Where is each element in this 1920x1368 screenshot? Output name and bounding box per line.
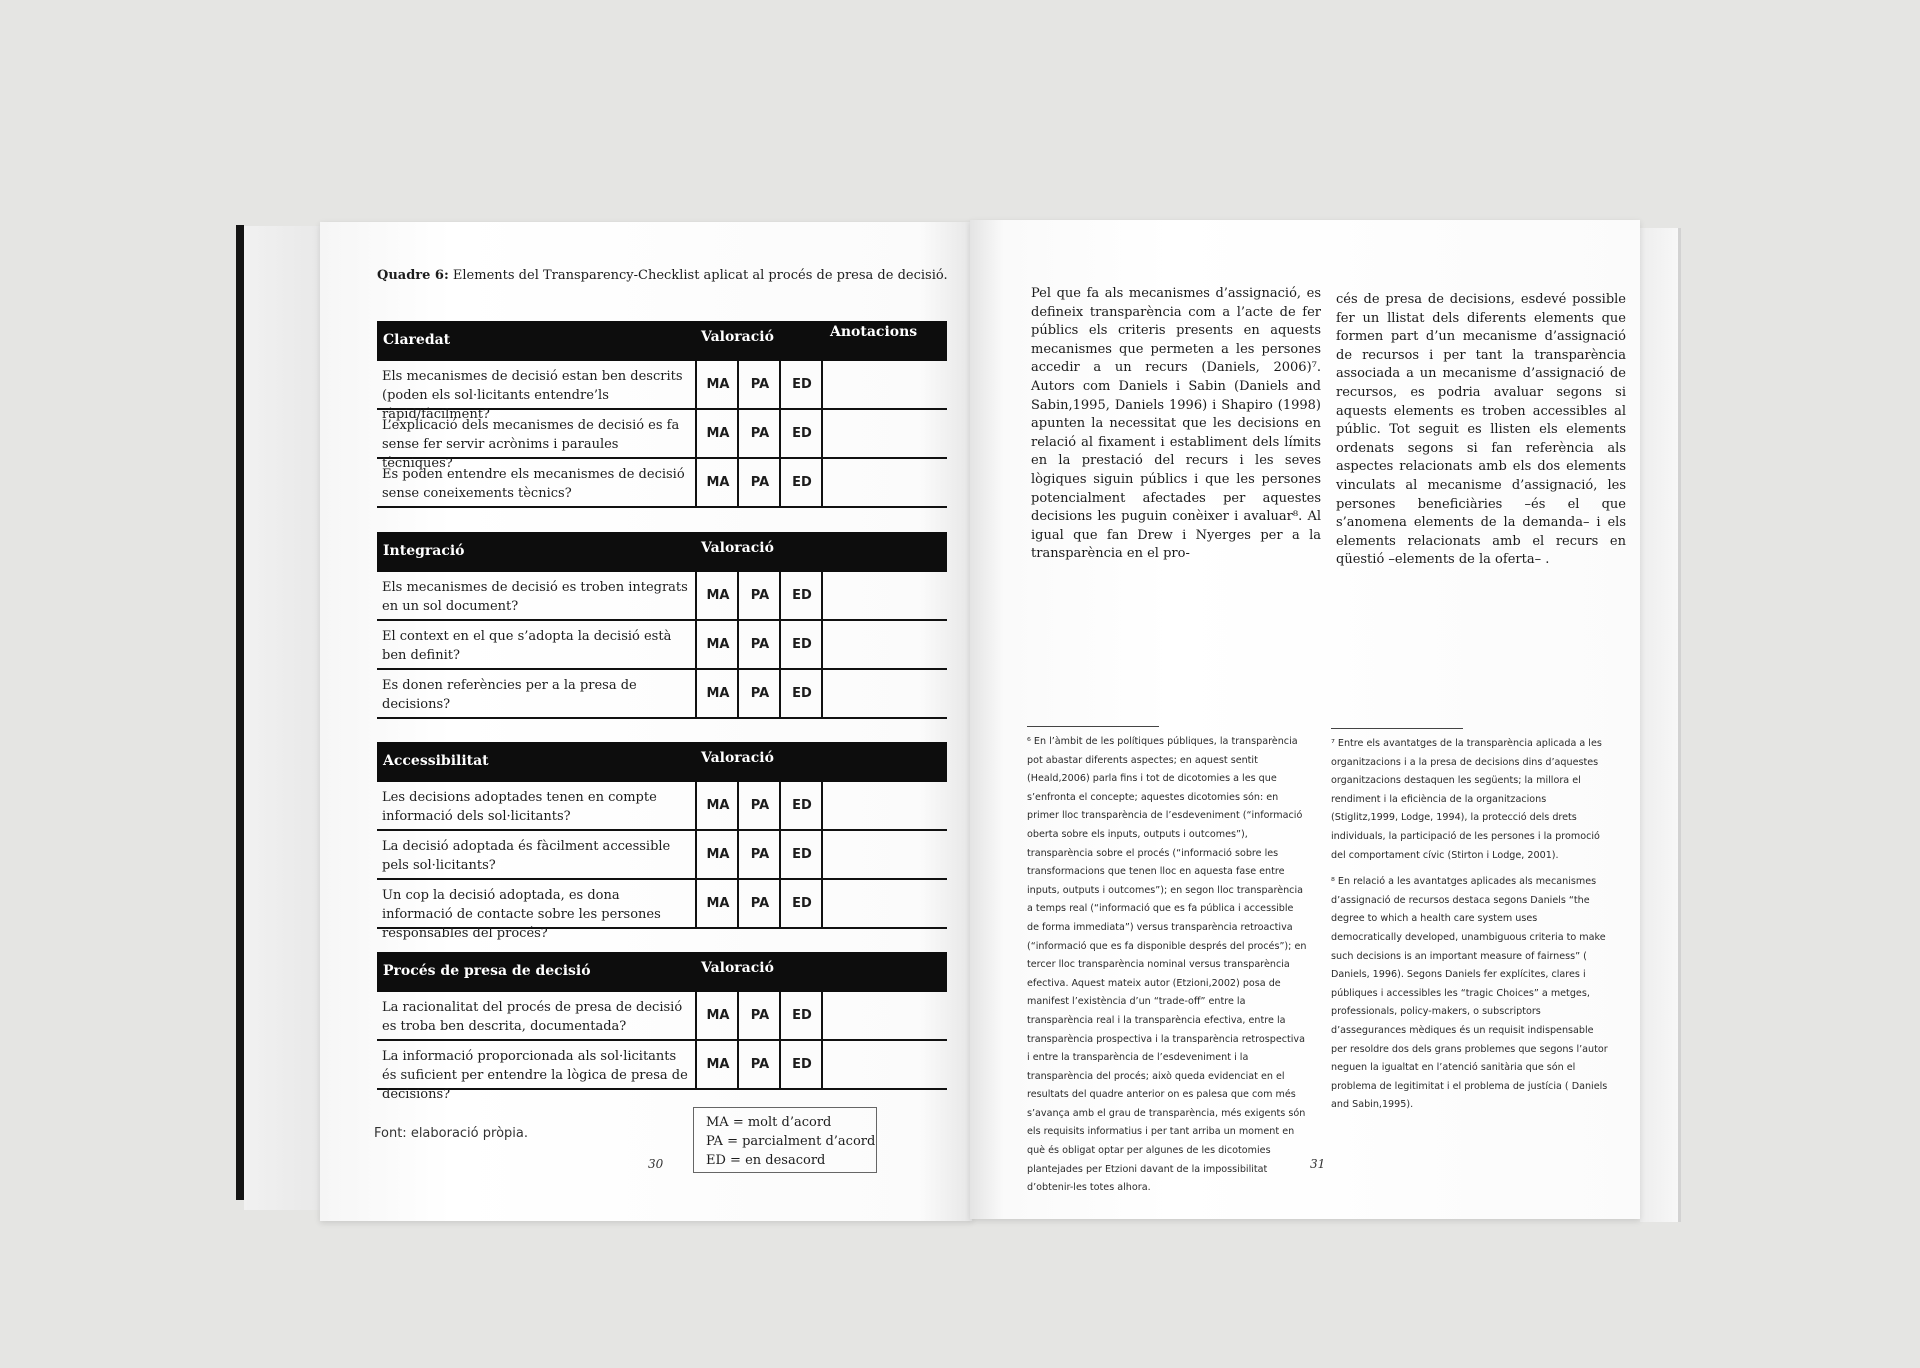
- rating-ma[interactable]: MA: [695, 1041, 739, 1088]
- table-row: [377, 670, 947, 719]
- section-header: [377, 742, 947, 782]
- table-row: [377, 831, 947, 880]
- section-title: Procés de presa de decisió: [383, 963, 591, 979]
- rating-ma[interactable]: MA: [695, 831, 739, 878]
- legend-box: [693, 1107, 877, 1173]
- rating-pa[interactable]: PA: [737, 410, 781, 457]
- rating-ma[interactable]: MA: [695, 361, 739, 408]
- question-text: Es poden entendre els mecanismes de decisió sense coneixements tècnics?: [382, 467, 685, 501]
- question-text: La informació proporcionada als sol·licitants és suficient per entendre la lògica de presa de decisions?: [382, 1049, 688, 1102]
- legend-ma: MA = molt d’acord: [706, 1115, 832, 1130]
- notes-cell[interactable]: [821, 992, 949, 1039]
- rating-ma[interactable]: MA: [695, 670, 739, 717]
- rating-ma[interactable]: MA: [695, 880, 739, 927]
- rating-pa[interactable]: PA: [737, 1041, 781, 1088]
- rating-ed[interactable]: ED: [779, 831, 823, 878]
- rating-ed[interactable]: ED: [779, 410, 823, 457]
- rating-ed[interactable]: ED: [779, 1041, 823, 1088]
- table-row: [377, 1041, 947, 1102]
- section-title: Claredat: [383, 332, 451, 348]
- notes-cell[interactable]: [821, 410, 949, 457]
- rating-ed[interactable]: ED: [779, 621, 823, 668]
- section-title: Accessibilitat: [383, 753, 489, 769]
- rating-ed[interactable]: ED: [779, 459, 823, 506]
- caption-label: Quadre 6:: [377, 268, 449, 283]
- question-text: El context en el que s’adopta la decisió està ben definit?: [382, 629, 672, 663]
- footnote-7: ⁷ Entre els avantatges de la transparència aplicada a les organitzacions i a la presa de decisions dins d’aquestes organitzacions destaquen les següents; la millora el rendiment i la eficiència de la organitzacions (Stiglitz,1999, Lodge, 1994), la protecció dels drets individuals, la participació de les persones i la promoció del comportament cívic (Stirton i Lodge, 2001).: [1331, 738, 1602, 861]
- section-integracio: [377, 532, 947, 719]
- rating-ed[interactable]: ED: [779, 361, 823, 408]
- page-number-left: 30: [648, 1157, 664, 1171]
- footnote-rule-left: [1027, 726, 1159, 727]
- question-text: La decisió adoptada és fàcilment accessible pels sol·licitants?: [382, 839, 671, 873]
- rating-ed[interactable]: ED: [779, 572, 823, 619]
- body-column-1: Pel que fa als mecanismes d’assignació, es defineix transparència com a l’acte de fer públics els criteris presents en aquests mecanismes que permeten a les persones accedir a un recurs (Daniels, 2006)⁷. Autors com Daniels i Sabin (Daniels and Sabin,1995, Daniels 1996) i Shapiro (1998) apunten la necessitat que les decisions en relació al fixament i establiment dels límits en la prestació del recurs i les seves lògiques siguin públics i que les persones potencialment afectades per aquestes decisions les puguin conèixer i avaluar⁸. Al igual que fan Drew i Nyerges per a la transparència en el pro-: [1031, 286, 1321, 562]
- rating-ma[interactable]: MA: [695, 992, 739, 1039]
- footnote-6: ⁶ En l’àmbit de les polítiques públiques, la transparència pot abastar diferents aspectes; en aquest sentit (Heald,2006) parla fins i tot de dicotomies a les que s’enfronta el concepte; aquestes dicotomies són: en primer lloc transparència de l’esdeveniment (“informació oberta sobre els inputs, outputs i outcomes”), transparència sobre el procés (“informació sobre les transformacions que tenen lloc en aquesta fase entre inputs, outputs i outcomes”); en segon lloc transparència a temps real (“informació que es fa pública i accessible de forma immediata”) versus transparència retroactiva (“informació que es fa disponible després del procés”); en tercer lloc transparència nominal versus transparència efectiva. Aquest mateix autor (Etzioni,2002) posa de manifest l’existència d’un “trade-off” entre la transparència real i la transparència efectiva, entre la transparència prospectiva i la transparència retrospectiva i entre la transparència de l’esdeveniment i la transparència del procés; això queda evidenciat en el resultats del quadre anterior on es palesa que com més s’avança amb el grau de transparència, més exigents són els requisits informatius i per tant arriba un moment en què és obligat optar per algunes de les dicotomies plantejades per Etzioni davant de la impossibilitat d’obtenir-les totes alhora.: [1027, 736, 1307, 1194]
- rating-ma[interactable]: MA: [695, 621, 739, 668]
- table-row: [377, 992, 947, 1041]
- section-proces-presa-decisio: [377, 952, 947, 1102]
- notes-cell[interactable]: [821, 782, 949, 829]
- table-row: [377, 572, 947, 621]
- notes-header: Anotacions: [830, 324, 918, 340]
- question-text: Un cop la decisió adoptada, es dona informació de contacte sobre les persones responsables del procés?: [382, 888, 661, 941]
- page-stack-right: [1640, 228, 1681, 1222]
- rating-ma[interactable]: MA: [695, 782, 739, 829]
- rating-pa[interactable]: PA: [737, 361, 781, 408]
- section-header: [377, 321, 947, 361]
- rating-ed[interactable]: ED: [779, 670, 823, 717]
- notes-cell[interactable]: [821, 459, 949, 506]
- caption-text: Elements del Transparency-Checklist aplicat al procés de presa de decisió.: [448, 268, 948, 283]
- page-stack-left: [244, 226, 324, 1210]
- rating-ma[interactable]: MA: [695, 459, 739, 506]
- table-row: [377, 621, 947, 670]
- rating-pa[interactable]: PA: [737, 572, 781, 619]
- notes-cell[interactable]: [821, 670, 949, 717]
- question-text: L’explicació dels mecanismes de decisió es fa sense fer servir acrònims i paraules tècniques?: [382, 418, 680, 471]
- rating-ma[interactable]: MA: [695, 572, 739, 619]
- rating-pa[interactable]: PA: [737, 670, 781, 717]
- section-header: [377, 952, 947, 992]
- table-row: [377, 361, 947, 422]
- question-text: La racionalitat del procés de presa de decisió es troba ben descrita, documentada?: [382, 1000, 683, 1034]
- rating-ma[interactable]: MA: [695, 410, 739, 457]
- book-spine: [236, 225, 244, 1200]
- rating-pa[interactable]: PA: [737, 880, 781, 927]
- rating-header: Valoració: [701, 540, 774, 556]
- table-row: [377, 782, 947, 831]
- section-accessibilitat: [377, 742, 947, 941]
- rating-ed[interactable]: ED: [779, 992, 823, 1039]
- question-text: Els mecanismes de decisió estan ben descrits (poden els sol·licitants entendre’ls ràpid/fàcilment?: [382, 369, 683, 422]
- question-text: Les decisions adoptades tenen en compte informació dels sol·licitants?: [382, 790, 657, 824]
- notes-cell[interactable]: [821, 572, 949, 619]
- rating-ed[interactable]: ED: [779, 880, 823, 927]
- rating-pa[interactable]: PA: [737, 621, 781, 668]
- rating-header: Valoració: [701, 750, 774, 766]
- section-claredat: [377, 321, 947, 508]
- legend-ed: ED = en desacord: [706, 1153, 826, 1168]
- page-number-right: 31: [1310, 1157, 1326, 1171]
- body-column-2: cés de presa de decisions, esdevé possible fer un llistat dels diferents elements que formen part d’un mecanisme d’assignació de recursos i per tant la transparència associada a un mecanisme d’assignació de recursos, es podria avaluar segons si aquests elements es troben accessibles al públic. Tot seguit es llisten els elements ordenats segons si fan referència als aspectes relacionats amb els dos elements vinculats al mecanisme d’assignació, les persones beneficiàries –és el que s’anomena elements de la demanda– i els elements relacionats amb el recurs en qüestió –elements de la oferta– .: [1336, 292, 1626, 568]
- notes-cell[interactable]: [821, 621, 949, 668]
- notes-cell[interactable]: [821, 361, 949, 408]
- table-caption: [377, 268, 948, 283]
- rating-pa[interactable]: PA: [737, 992, 781, 1039]
- legend-pa: PA = parcialment d’acord: [706, 1134, 876, 1149]
- table-row: [377, 459, 947, 508]
- rating-pa[interactable]: PA: [737, 831, 781, 878]
- rating-header: Valoració: [701, 329, 774, 345]
- table-row: [377, 410, 947, 471]
- rating-pa[interactable]: PA: [737, 459, 781, 506]
- table-row: [377, 880, 947, 941]
- notes-cell[interactable]: [821, 1041, 949, 1088]
- rating-ed[interactable]: ED: [779, 782, 823, 829]
- footnote-column-2: [1331, 735, 1611, 1123]
- footnote-column-1: [1027, 733, 1307, 1206]
- rating-pa[interactable]: PA: [737, 782, 781, 829]
- section-header: [377, 532, 947, 572]
- footnote-rule-right: [1331, 728, 1463, 729]
- question-text: Es donen referències per a la presa de decisions?: [382, 678, 637, 712]
- source-note: Font: elaboració pròpia.: [374, 1126, 528, 1141]
- rating-header: Valoració: [701, 960, 774, 976]
- section-title: Integració: [383, 543, 465, 559]
- footnote-8: ⁸ En relació a les avantatges aplicades als mecanismes d’assignació de recursos destaca segons Daniels “the degree to which a health care system uses democratically developed, unambiguous criteria to make such decisions is an important measure of fairness” ( Daniels, 1996). Segons Daniels fer explícites, clares i públiques i accessibles les “tragic Choices” a metges, professionals, policy-makers, o subscriptors d’assegurances mèdiques és un requisit indispensable per resoldre dos dels grans problemes que segons l’autor neguen la igualtat en l’atenció sanitària que són el problema de legitimitat i el problema de justícia ( Daniels and Sabin,1995).: [1331, 876, 1608, 1111]
- question-text: Els mecanismes de decisió es troben integrats en un sol document?: [382, 580, 688, 614]
- notes-cell[interactable]: [821, 880, 949, 927]
- notes-cell[interactable]: [821, 831, 949, 878]
